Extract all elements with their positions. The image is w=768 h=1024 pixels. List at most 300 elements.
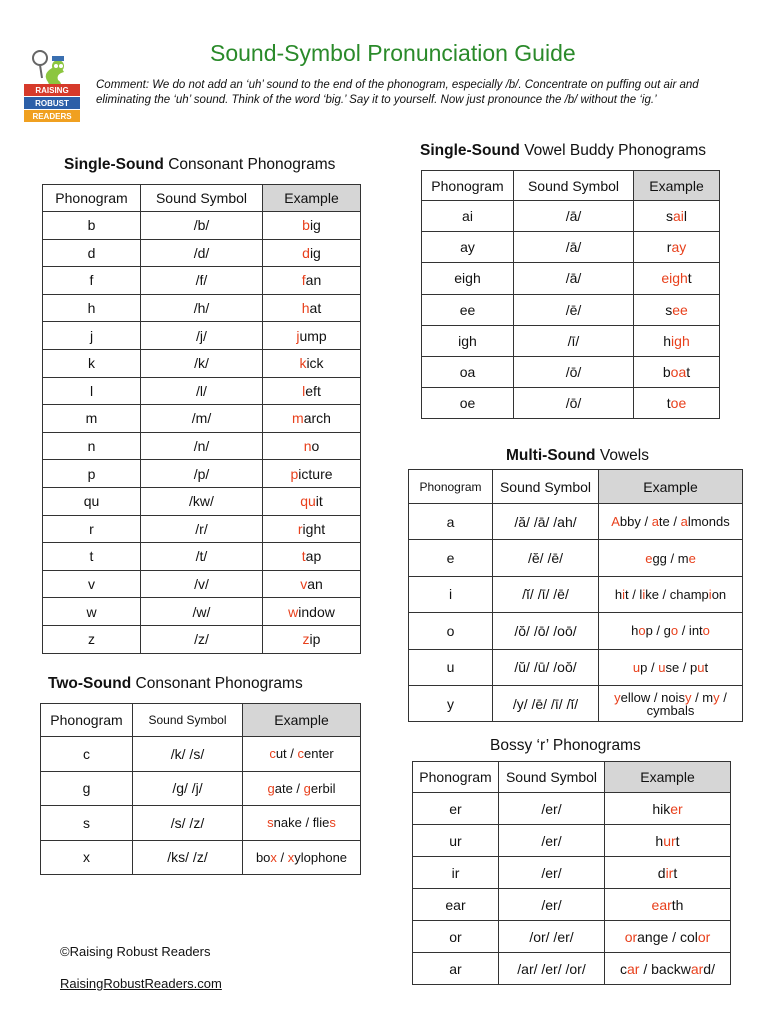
example-text: o (311, 438, 320, 455)
table-row (43, 460, 361, 488)
example-cell (605, 793, 731, 825)
example-text: ellow / nois (620, 689, 685, 705)
table-row (413, 825, 731, 857)
column-header: Sound Symbol (514, 171, 634, 201)
example-text: lmonds (687, 514, 730, 530)
example-cell (634, 294, 720, 325)
example-highlight: a (651, 514, 659, 530)
single-consonant-table (42, 184, 361, 654)
phonogram-cell: b (43, 212, 141, 240)
table-row (422, 325, 720, 356)
example-text: ange / col (637, 928, 698, 945)
phonogram-cell: c (41, 737, 133, 772)
sound-symbol-cell: /ā/ (514, 232, 634, 263)
column-header: Example (243, 704, 361, 737)
example-highlight: o (702, 623, 710, 639)
example-cell (263, 570, 361, 598)
sound-symbol-cell: /l/ (141, 377, 263, 405)
phonogram-cell: ai (422, 201, 514, 232)
example-text: t (666, 395, 671, 412)
example-highlight: x (270, 849, 277, 865)
table-row (43, 543, 361, 571)
column-header: Example (263, 185, 361, 212)
phonogram-cell: ar (413, 953, 499, 985)
example-text: ylophone (294, 849, 348, 865)
sound-symbol-cell: /or/ /er/ (499, 921, 605, 953)
phonogram-cell: m (43, 405, 141, 433)
phonogram-cell: w (43, 598, 141, 626)
sound-symbol-cell: /y/ /ē/ /ī/ /ĭ/ (493, 685, 599, 721)
sound-symbol-cell: /m/ (141, 405, 263, 433)
example-text: t (675, 832, 680, 849)
column-header: Example (634, 171, 720, 201)
sound-symbol-cell: /er/ (499, 889, 605, 921)
multi-vowels-table (408, 469, 743, 722)
phonogram-cell: ee (422, 294, 514, 325)
example-cell (599, 576, 743, 612)
table-row (422, 263, 720, 294)
example-text: s (665, 301, 673, 318)
example-cell (634, 232, 720, 263)
example-cell (605, 825, 731, 857)
phonogram-cell: ay (422, 232, 514, 263)
example-text: erbil (310, 780, 336, 796)
example-text: d/ (703, 960, 715, 977)
example-cell (634, 356, 720, 387)
column-header: Sound Symbol (493, 470, 599, 504)
sound-symbol-cell: /k/ /s/ (133, 737, 243, 772)
vowel-buddy-title-bold: Single-Sound (420, 142, 520, 159)
example-text: hik (652, 800, 671, 817)
table-row (422, 201, 720, 232)
phonogram-cell: l (43, 377, 141, 405)
phonogram-cell: qu (43, 487, 141, 515)
example-highlight: f (301, 272, 306, 289)
example-cell (263, 239, 361, 267)
phonogram-cell: u (409, 649, 493, 685)
example-highlight: o (638, 623, 646, 639)
table-row (422, 294, 720, 325)
example-highlight: j (296, 327, 300, 344)
table-header-row (413, 762, 731, 793)
example-text: r (666, 239, 672, 256)
table-row (43, 377, 361, 405)
table-row (41, 806, 361, 841)
two-consonant-table (40, 703, 361, 875)
example-highlight: qu (300, 493, 316, 510)
example-highlight: m (292, 410, 304, 427)
example-text: enter (304, 746, 334, 762)
table-row (409, 649, 743, 685)
example-cell (634, 388, 720, 419)
example-highlight: x (287, 849, 295, 865)
example-cell (634, 263, 720, 294)
example-text: ke / champ (645, 586, 709, 602)
phonogram-cell: or (413, 921, 499, 953)
example-text: b (662, 364, 671, 381)
example-text: at (309, 300, 322, 317)
example-text: c (620, 960, 628, 977)
table-row (43, 294, 361, 322)
example-highlight: i (708, 586, 712, 602)
example-text: ick (306, 355, 324, 372)
example-cell (263, 625, 361, 653)
example-text: ut / (275, 746, 298, 762)
example-highlight: p (290, 465, 299, 482)
phonogram-cell: x (41, 840, 133, 875)
sound-symbol-cell: /kw/ (141, 487, 263, 515)
example-highlight: s (329, 815, 336, 831)
example-text: gg / m (652, 550, 689, 566)
single-consonant-title (64, 156, 335, 174)
example-highlight: g (303, 780, 311, 796)
sound-symbol-cell: /ē/ (514, 294, 634, 325)
example-highlight: z (302, 631, 310, 648)
example-cell (605, 889, 731, 921)
example-cell (263, 515, 361, 543)
table-header-row (409, 470, 743, 504)
example-highlight: A (611, 514, 620, 530)
example-highlight: h (301, 300, 310, 317)
example-text: h (655, 832, 664, 849)
example-text: on (711, 586, 727, 602)
example-highlight: y (614, 689, 621, 705)
example-cell (263, 294, 361, 322)
example-text: t (686, 364, 691, 381)
example-text: ig (309, 217, 321, 234)
example-cell (634, 201, 720, 232)
example-cell (599, 613, 743, 649)
example-text: an (307, 576, 323, 593)
table-row (409, 685, 743, 721)
two-consonant-title-rest: Consonant Phonograms (131, 675, 303, 692)
example-text: an (305, 272, 322, 289)
example-cell (605, 857, 731, 889)
table-row (41, 840, 361, 875)
example-highlight: n (303, 438, 312, 455)
table-row (409, 504, 743, 540)
table-row (43, 515, 361, 543)
example-text: / backw (639, 960, 691, 977)
example-text: se / p (665, 659, 698, 675)
phonogram-cell: eigh (422, 263, 514, 294)
example-highlight: oe (670, 395, 687, 412)
sound-symbol-cell: /ks/ /z/ (133, 840, 243, 875)
column-header: Phonogram (413, 762, 499, 793)
two-consonant-title (48, 675, 303, 693)
table-row (413, 953, 731, 985)
phonogram-cell: d (43, 239, 141, 267)
multi-vowels-title-rest: Vowels (595, 447, 649, 464)
example-text: t (687, 270, 692, 287)
logo-line-3: READERS (32, 112, 72, 121)
example-cell (599, 540, 743, 576)
example-cell (263, 349, 361, 377)
sound-symbol-cell: /ō/ (514, 356, 634, 387)
sound-symbol-cell: /t/ (141, 543, 263, 571)
example-cell (634, 325, 720, 356)
example-highlight: k (299, 355, 307, 372)
example-cell (263, 543, 361, 571)
logo-line-1: RAISING (35, 86, 69, 95)
example-highlight: ear (651, 896, 672, 913)
example-cell (263, 322, 361, 350)
example-text: s (665, 208, 673, 225)
example-text: h (614, 586, 623, 602)
logo-text (24, 84, 80, 123)
example-highlight: i (622, 586, 625, 602)
sound-symbol-cell: /ă/ /ā/ /ah/ (493, 504, 599, 540)
phonogram-cell: ur (413, 825, 499, 857)
example-text: eft (305, 382, 321, 399)
phonogram-cell: e (409, 540, 493, 576)
bossy-r-table (412, 761, 731, 985)
example-cell (243, 737, 361, 772)
table-header-row (422, 171, 720, 201)
two-consonant-title-bold: Two-Sound (48, 675, 132, 692)
sound-symbol-cell: /k/ (141, 349, 263, 377)
phonogram-cell: t (43, 543, 141, 571)
logo (22, 48, 84, 128)
example-cell (243, 806, 361, 841)
sound-symbol-cell: /ī/ (514, 325, 634, 356)
single-consonant-title-bold: Single-Sound (64, 156, 164, 173)
multi-vowels-title (506, 447, 649, 465)
example-highlight: ar (627, 960, 640, 977)
example-text: ap (305, 548, 322, 565)
table-row (43, 570, 361, 598)
sound-symbol-cell: /j/ (141, 322, 263, 350)
table-header-row (43, 185, 361, 212)
phonogram-cell: p (43, 460, 141, 488)
example-cell (263, 267, 361, 295)
sound-symbol-cell: /r/ (141, 515, 263, 543)
multi-vowels-title-bold: Multi-Sound (506, 447, 596, 464)
example-text: nake / flie (273, 815, 330, 831)
phonogram-cell: ear (413, 889, 499, 921)
example-text: icture (298, 465, 333, 482)
example-highlight: ir (665, 864, 674, 881)
table-row (43, 349, 361, 377)
vowel-buddy-title-rest: Vowel Buddy Phonograms (519, 142, 707, 159)
table-row (43, 322, 361, 350)
table-row (41, 737, 361, 772)
example-highlight: u (632, 659, 641, 675)
example-highlight: w (288, 603, 299, 620)
sound-symbol-cell: /d/ (141, 239, 263, 267)
example-highlight: g (267, 780, 275, 796)
example-highlight: a (680, 514, 688, 530)
example-highlight: oa (670, 364, 687, 381)
sound-symbol-cell: /er/ (499, 793, 605, 825)
sound-symbol-cell: /ā/ (514, 263, 634, 294)
table-row (43, 267, 361, 295)
column-header: Phonogram (43, 185, 141, 212)
phonogram-cell: er (413, 793, 499, 825)
table-row (409, 540, 743, 576)
example-text: ate / (274, 780, 304, 796)
sound-symbol-cell: /h/ (141, 294, 263, 322)
example-highlight: ar (690, 960, 704, 977)
phonogram-cell: g (41, 771, 133, 806)
example-highlight: d (302, 244, 310, 261)
sound-symbol-cell: /v/ (141, 570, 263, 598)
example-cell (605, 921, 731, 953)
example-text: t / l (624, 586, 643, 602)
table-row (409, 613, 743, 649)
phonogram-cell: j (43, 322, 141, 350)
example-text: / m (691, 689, 714, 705)
phonogram-cell: igh (422, 325, 514, 356)
example-text: ig (309, 244, 321, 261)
table-row (422, 232, 720, 263)
example-cell (263, 432, 361, 460)
example-text: indow (298, 603, 335, 620)
single-consonant-title-rest: Consonant Phonograms (163, 156, 336, 173)
example-highlight: or (624, 928, 638, 945)
column-header: Sound Symbol (499, 762, 605, 793)
column-header: Sound Symbol (133, 704, 243, 737)
phonogram-cell: y (409, 685, 493, 721)
example-text: ight (302, 520, 326, 537)
table-header-row (41, 704, 361, 737)
example-text: / cymbals (646, 689, 727, 718)
example-text: ip (309, 631, 321, 648)
column-header: Sound Symbol (141, 185, 263, 212)
example-highlight: ee (672, 301, 688, 318)
bossy-r-title: Bossy ‘r’ Phonograms (490, 737, 641, 754)
phonogram-cell: r (43, 515, 141, 543)
example-highlight: u (697, 659, 705, 675)
example-cell (243, 771, 361, 806)
sound-symbol-cell: /ar/ /er/ /or/ (499, 953, 605, 985)
table-row (413, 857, 731, 889)
sound-symbol-cell: /z/ (141, 625, 263, 653)
table-row (422, 356, 720, 387)
example-highlight: o (670, 623, 679, 639)
example-highlight: t (301, 548, 306, 565)
table-row (413, 889, 731, 921)
phonogram-cell: i (409, 576, 493, 612)
example-highlight: i (642, 586, 646, 602)
example-text: d (657, 864, 666, 881)
example-highlight: v (300, 576, 308, 593)
phonogram-cell: v (43, 570, 141, 598)
example-highlight: s (267, 815, 274, 831)
example-highlight: u (658, 659, 666, 675)
table-row (409, 576, 743, 612)
example-highlight: igh (671, 332, 690, 349)
phonogram-cell: oa (422, 356, 514, 387)
phonogram-cell: n (43, 432, 141, 460)
phonogram-cell: o (409, 613, 493, 649)
sound-symbol-cell: /er/ (499, 857, 605, 889)
phonogram-cell: z (43, 625, 141, 653)
table-row (43, 239, 361, 267)
vowel-buddy-table (421, 170, 720, 419)
sound-symbol-cell: /ĕ/ /ē/ (493, 540, 599, 576)
example-text: ump (299, 327, 327, 344)
example-highlight: e (688, 550, 696, 566)
example-highlight: l (302, 382, 306, 399)
table-row (43, 432, 361, 460)
website-link[interactable]: RaisingRobustReaders.com (60, 976, 222, 991)
sound-symbol-cell: /ō/ (514, 388, 634, 419)
example-text: p / g (645, 623, 671, 639)
example-cell (263, 487, 361, 515)
example-cell (605, 953, 731, 985)
sound-symbol-cell: /p/ (141, 460, 263, 488)
phonogram-cell: f (43, 267, 141, 295)
example-text: l (683, 208, 688, 225)
example-highlight: er (670, 800, 683, 817)
example-text: t (673, 864, 678, 881)
phonogram-cell: ir (413, 857, 499, 889)
column-header: Phonogram (409, 470, 493, 504)
example-highlight: y (713, 689, 720, 705)
sound-symbol-cell: /g/ /j/ (133, 771, 243, 806)
example-highlight: e (645, 550, 653, 566)
example-text: h (663, 332, 672, 349)
example-text: th (671, 896, 684, 913)
sound-symbol-cell: /ā/ (514, 201, 634, 232)
table-row (43, 405, 361, 433)
example-highlight: r (297, 520, 303, 537)
table-row (413, 921, 731, 953)
example-text: bby / (619, 514, 652, 530)
example-cell (263, 598, 361, 626)
example-cell (599, 685, 743, 721)
vowel-buddy-title (420, 142, 706, 160)
logo-line-2: ROBUST (35, 99, 69, 108)
example-highlight: b (302, 217, 310, 234)
example-highlight: c (269, 746, 276, 762)
column-header: Example (605, 762, 731, 793)
sound-symbol-cell: /f/ (141, 267, 263, 295)
phonogram-cell: oe (422, 388, 514, 419)
sound-symbol-cell: /ŏ/ /ō/ /oō/ (493, 613, 599, 649)
table-row (41, 771, 361, 806)
example-cell (263, 405, 361, 433)
table-row (43, 625, 361, 653)
example-text: arch (303, 410, 331, 427)
sound-symbol-cell: /w/ (141, 598, 263, 626)
copyright-text: ©Raising Robust Readers (60, 944, 211, 959)
example-highlight: or (697, 928, 711, 945)
comment-text: Comment: We do not add an ‘uh’ sound to the end of the phonogram, especially /b/. Concentrate on puffing out air and eliminating the ‘uh’ sound. Think of the word ‘big.’ Say it to yourself. Now just pronounce the /b/ without the ‘ig.’ (96, 79, 699, 106)
example-cell (243, 840, 361, 875)
example-cell (263, 212, 361, 240)
example-text: / (276, 849, 288, 865)
sound-symbol-cell: /n/ (141, 432, 263, 460)
example-highlight: ay (671, 239, 687, 256)
example-cell (599, 649, 743, 685)
example-highlight: c (297, 746, 305, 762)
example-cell (263, 377, 361, 405)
sound-symbol-cell: /b/ (141, 212, 263, 240)
column-header: Example (599, 470, 743, 504)
example-text: t (704, 659, 709, 675)
sound-symbol-cell: /ĭ/ /ī/ /ē/ (493, 576, 599, 612)
table-row (422, 388, 720, 419)
phonogram-cell: a (409, 504, 493, 540)
example-cell (599, 504, 743, 540)
table-row (43, 598, 361, 626)
phonogram-cell: h (43, 294, 141, 322)
table-row (43, 212, 361, 240)
example-highlight: ai (672, 208, 684, 225)
sound-symbol-cell: /er/ (499, 825, 605, 857)
